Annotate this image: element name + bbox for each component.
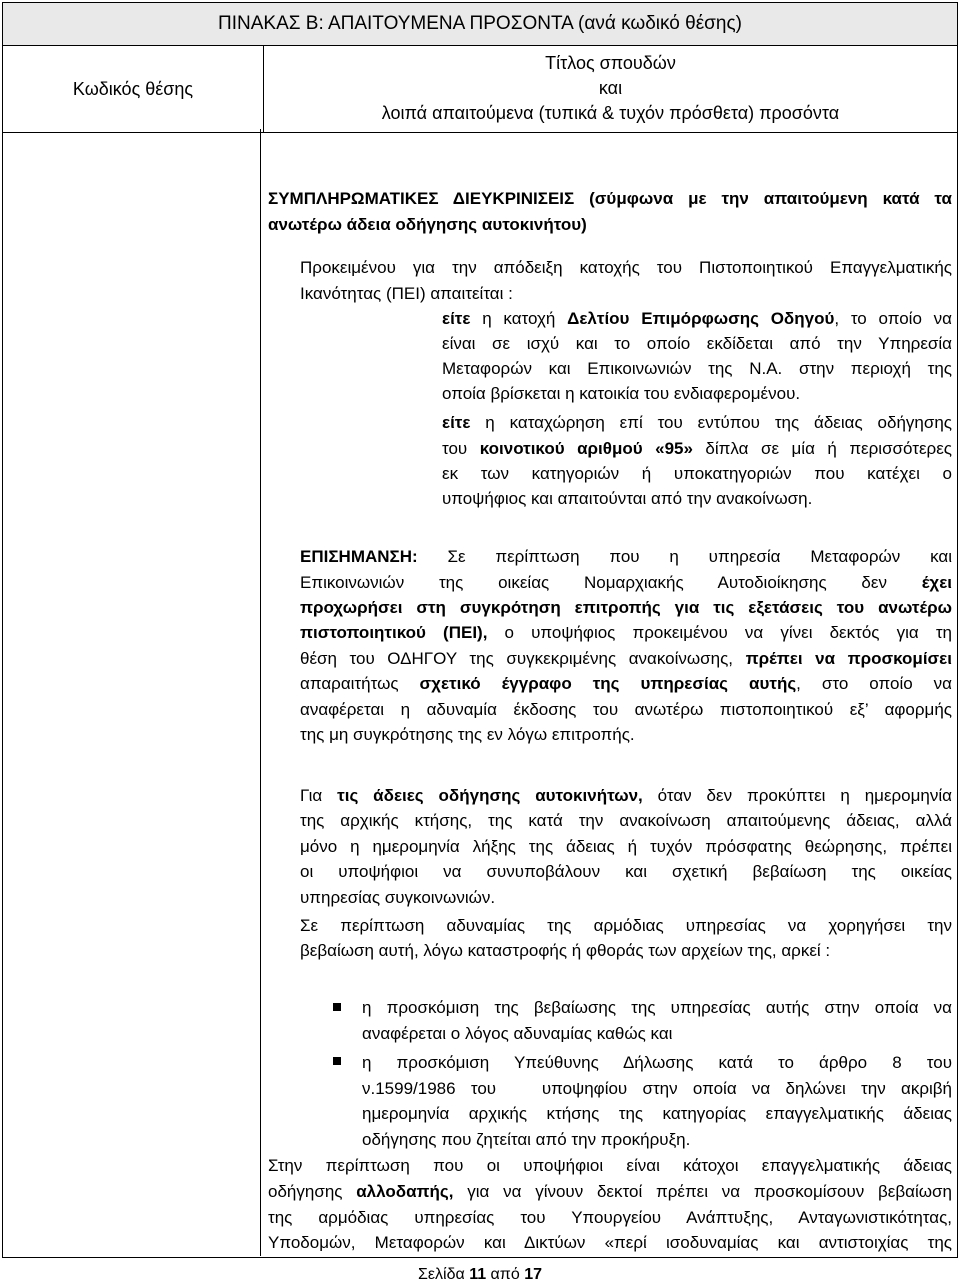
intro-line1: Προκειμένου για την απόδειξη κατοχής του Πιστοποιητικού Επαγγελματικής <box>300 258 952 277</box>
column-header-code: Κωδικός θέσης <box>3 46 264 132</box>
foreign-line1: Στην περίπτωση που οι υποψήφιοι είναι κάτοχοι επαγγελματικής άδειας <box>268 1156 952 1175</box>
licenses-line3: μόνο η ημερομηνία λήξης της άδειας ή τυχόν πρόσφατης θεώρησης, πρέπει <box>300 837 952 856</box>
either2-line4: υποψήφιος και απαιτούνται από την ανακοίνωση. <box>442 489 813 508</box>
licenses-line1: Για τις άδειες οδήγησης αυτοκινήτων, όταν δεν προκύπτει η ημερομηνία <box>300 786 952 805</box>
intro-line2: Ικανότητας (ΠΕΙ) απαιτείται : <box>300 284 513 303</box>
licenses-line4: οι υποψήφιοι να συνυποβάλουν και σχετική βεβαίωση της οικείας <box>300 862 952 881</box>
foreign-line2: οδήγησης αλλοδαπής, για να γίνουν δεκτοί πρέπει να προσκομίσουν βεβαίωση <box>268 1182 952 1201</box>
either1-line4: οποία βρίσκεται η κατοικία του ενδιαφερομένου. <box>442 384 801 403</box>
notice-line4: πιστοποιητικού (ΠΕΙ), ο υποψήφιος προκειμένου να γίνει δεκτός για τη <box>300 623 952 642</box>
notice-line6: απαραιτήτως σχετικό έγγραφο της υπηρεσίας αυτής, στο οποίο να <box>300 674 952 693</box>
table-title-text: ΠΙΝΑΚΑΣ Β: ΑΠΑΙΤΟΥΜΕΝΑ ΠΡΟΣΟΝΤΑ (ανά κωδικό θέσης) <box>218 13 742 34</box>
either2-line1: είτε η καταχώρηση επί του εντύπου της άδειας οδήγησης <box>442 413 952 432</box>
bullet1-line2: αναφέρεται ο λόγος αδυναμίας καθώς και <box>362 1024 673 1043</box>
notice-line2: Επικοινωνιών της οικείας Νομαρχιακής Αυτοδιοίκησης δεν έχει <box>300 573 952 592</box>
qual-header-line3: λοιπά απαιτούμενα (τυπικά & τυχόν πρόσθετα) προσόντα <box>381 103 840 123</box>
licenses-line7: βεβαίωση αυτή, λόγω καταστροφής ή φθοράς των αρχείων της, αρκεί : <box>300 941 831 960</box>
notice-line7: αναφέρεται η αδυναμία έκδοσης του ανωτέρω πιστοποιητικού εξ’ αφορμής <box>300 700 952 719</box>
bullet-marker-2 <box>333 1057 341 1065</box>
foreign-line4: Υποδομών, Μεταφορών και Δικτύων «περί ισοδυναμίας και αντιστοιχίας της <box>268 1233 952 1252</box>
notice-line8: της μη συγκρότησης της εν λόγω επιτροπής. <box>300 725 635 744</box>
licenses-line6: Σε περίπτωση αδυναμίας της αρμόδιας υπηρεσίας να χορηγήσει την <box>300 916 952 935</box>
bullet1-line1: η προσκόμιση της βεβαίωσης της υπηρεσίας αυτής στην οποία να <box>362 998 952 1017</box>
table-header-row <box>3 46 957 133</box>
qual-header-line1: Τίτλος σπουδών <box>545 53 676 73</box>
qual-header-line2: και <box>598 78 623 98</box>
licenses-line2: της αρχικής κτήσης, της κατά την ανακοίνωση απαιτούμενης άδειας, αλλά <box>300 811 952 830</box>
either2-line2: του κοινοτικού αριθμού «95» δίπλα σε μία ή περισσότερες <box>442 439 953 458</box>
either2-line3: εκ των κατηγοριών ή υποκατηγοριών που κατέχει ο <box>442 464 952 483</box>
page-number: 11 <box>469 1266 487 1283</box>
section-heading-line2: ανωτέρω άδεια οδήγησης αυτοκινήτου) <box>268 215 587 234</box>
notice-line3: προχωρήσει στη συγκρότηση επιτροπής για τις εξετάσεις του ανωτέρω <box>300 598 952 617</box>
notice-line5: θέση του ΟΔΗΓΟΥ της συγκεκριμένης ανακοίνωσης, πρέπει να προσκομίσει <box>300 649 952 668</box>
page-footer: Σελίδα 11 από 17 <box>418 1266 542 1283</box>
bullet2-line1: η προσκόμιση Υπεύθυνης Δήλωσης κατά το άρθρο 8 του <box>362 1053 952 1072</box>
either1-line2: είναι σε ισχύ και το οποίο εκδίδεται από την Υπηρεσία <box>442 334 952 353</box>
table-title <box>3 3 957 46</box>
column-header-qualifications <box>264 46 957 132</box>
either1-line3: Μεταφορών και Επικοινωνιών της Ν.Α. στην περιοχή της <box>442 359 952 378</box>
foreign-line3: της αρμόδιας υπηρεσίας του Υπουργείου Ανάπτυξης, Ανταγωνιστικότητας, <box>268 1208 952 1227</box>
notice-line1: ΕΠΙΣΗΜΑΝΣΗ: Σε περίπτωση που η υπηρεσία Μεταφορών και <box>300 547 952 566</box>
column-divider <box>260 129 261 1256</box>
page-total: 17 <box>524 1266 542 1283</box>
section-heading-line1: ΣΥΜΠΛΗΡΩΜΑΤΙΚΕΣ ΔΙΕΥΚΡΙΝΙΣΕΙΣ (σύμφωνα με την απαιτούμενη κατά τα <box>268 189 952 208</box>
licenses-line5: υπηρεσίας συγκοινωνιών. <box>300 888 496 907</box>
bullet-marker-1 <box>333 1003 341 1011</box>
bullet2-line4: οδήγησης που ζητείται από την προκήρυξη. <box>362 1130 691 1149</box>
either1-line1: είτε η κατοχή Δελτίου Επιμόρφωσης Οδηγού, το οποίο να <box>442 309 952 328</box>
bullet2-line3: ημερομηνία αρχικής κτήσης της κατηγορίας επαγγελματικής άδειας <box>362 1104 952 1123</box>
bullet2-line2: ν.1599/1986 του υποψηφίου στην οποία να δηλώνει την ακριβή <box>362 1079 952 1098</box>
